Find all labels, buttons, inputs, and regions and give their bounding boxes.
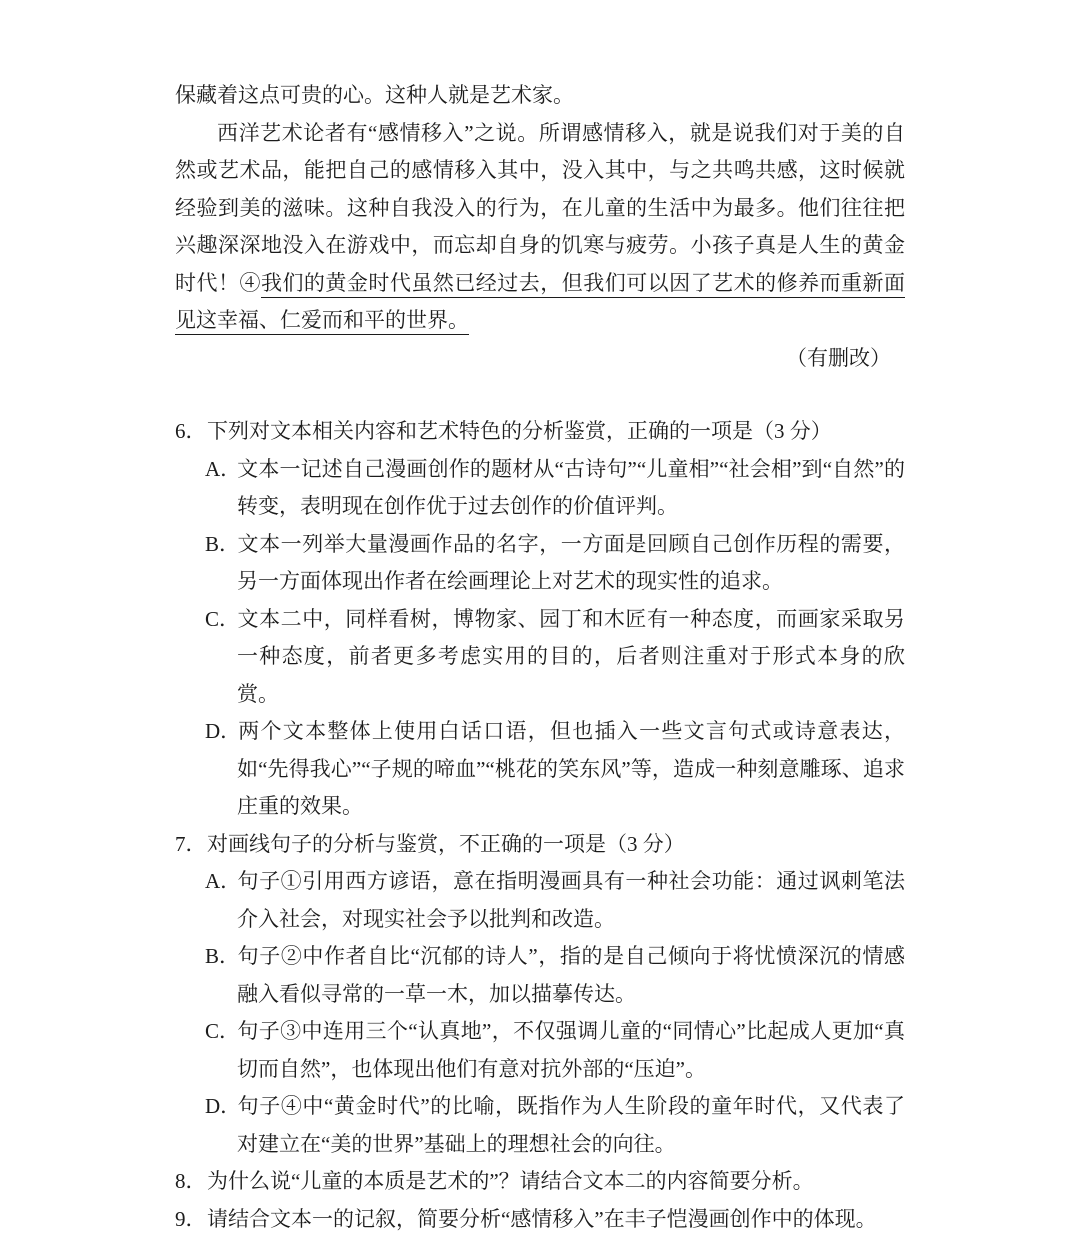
option-text: 文本一列举大量漫画作品的名字，一方面是回顾自己创作历程的需要，另一方面体现出作者在绘画理论上对艺术的现实性的追求。: [237, 531, 905, 593]
passage-paragraph-continuation: [175, 77, 905, 115]
question-number: 8．: [175, 1169, 207, 1193]
option-label: B．: [205, 944, 241, 968]
option-label: D．: [205, 719, 242, 743]
option-text: 文本一记述自己漫画创作的题材从“古诗句”“儿童相”“社会相”到“自然”的转变，表明现在创作优于过去创作的价值评判。: [237, 456, 905, 518]
option-label: C．: [205, 606, 241, 631]
question-number: 7．: [175, 831, 207, 856]
question-6-option-b: [205, 526, 905, 601]
question-7: [175, 826, 905, 1164]
option-text: 两个文本整体上使用白话口语，但也插入一些文言句式或诗意表达，如“先得我心”“子规的啼血”“桃花的笑东风”等，造成一种刻意雕琢、追求庄重的效果。: [237, 719, 905, 818]
passage-text: 西洋艺术论者有“感情移入”之说。所谓感情移入，就是说我们对于美的自然或艺术品，能把自己的感情移入其中，没入其中，与之共鸣共感，这时候就经验到美的滋味。这种自我没入的行为，在儿童的生活中为最多。他们往往把兴趣深深地没入在游戏中，而忘却自身的饥寒与疲劳。小孩子真是人生的黄金时代！④: [175, 120, 905, 295]
question-8: [175, 1163, 905, 1201]
question-stem-text: 对画线句子的分析与鉴赏，不正确的一项是（3 分）: [207, 831, 685, 856]
option-label: A．: [205, 456, 242, 481]
question-7-stem: [175, 826, 905, 864]
question-9: [175, 1201, 905, 1239]
question-7-option-a: [205, 863, 905, 938]
source-note: （有删改）: [786, 345, 891, 370]
question-stem-text: 为什么说“儿童的本质是艺术的”？请结合文本二的内容简要分析。: [207, 1169, 814, 1193]
question-9-stem: [175, 1201, 905, 1239]
option-label: D．: [205, 1094, 242, 1118]
option-text: 句子①引用西方谚语，意在指明漫画具有一种社会功能：通过讽刺笔法介入社会，对现实社会予以批判和改造。: [237, 869, 905, 931]
question-6-option-c: [205, 601, 905, 714]
question-7-option-c: [205, 1013, 905, 1088]
question-6-option-a: [205, 451, 905, 526]
option-label: A．: [205, 869, 242, 893]
question-stem-text: 请结合文本一的记叙，简要分析“感情移入”在丰子恺漫画创作中的体现。: [207, 1206, 877, 1231]
option-text: 文本二中，同样看树，博物家、园丁和木匠有一种态度，而画家采取另一种态度，前者更多考虑实用的目的，后者则注重对于形式本身的欣赏。: [237, 606, 905, 706]
question-6-option-d: [205, 713, 905, 826]
question-number: 6．: [175, 419, 207, 443]
reading-passage: [175, 77, 905, 377]
question-8-stem: [175, 1163, 905, 1201]
option-text: 句子②中作者自比“沉郁的诗人”，指的是自己倾向于将忧愤深沉的情感融入看似寻常的一草一木，加以描摹传达。: [237, 944, 905, 1006]
option-text: 句子④中“黄金时代”的比喻，既指作为人生阶段的童年时代，又代表了对建立在“美的世界”基础上的理想社会的向往。: [237, 1094, 905, 1156]
passage-paragraph: [175, 115, 905, 340]
option-label: C．: [205, 1019, 241, 1043]
option-label: B．: [205, 531, 241, 556]
question-7-option-b: [205, 938, 905, 1013]
questions-section: [175, 413, 905, 1238]
passage-text: 保藏着这点可贵的心。这种人就是艺术家。: [175, 83, 574, 107]
question-stem-text: 下列对文本相关内容和艺术特色的分析鉴赏，正确的一项是（3 分）: [207, 419, 832, 443]
question-6-stem: [175, 413, 905, 451]
question-7-option-d: [205, 1088, 905, 1163]
question-number: 9．: [175, 1206, 207, 1231]
question-6: [175, 413, 905, 826]
underlined-sentence-4: 我们的黄金时代虽然已经过去，但我们可以因了艺术的修养而重新面见这幸福、仁爱而和平的世界。: [175, 271, 905, 336]
option-text: 句子③中连用三个“认真地”，不仅强调儿童的“同情心”比起成人更加“真切而自然”，也体现出他们有意对抗外部的“压迫”。: [237, 1019, 905, 1081]
